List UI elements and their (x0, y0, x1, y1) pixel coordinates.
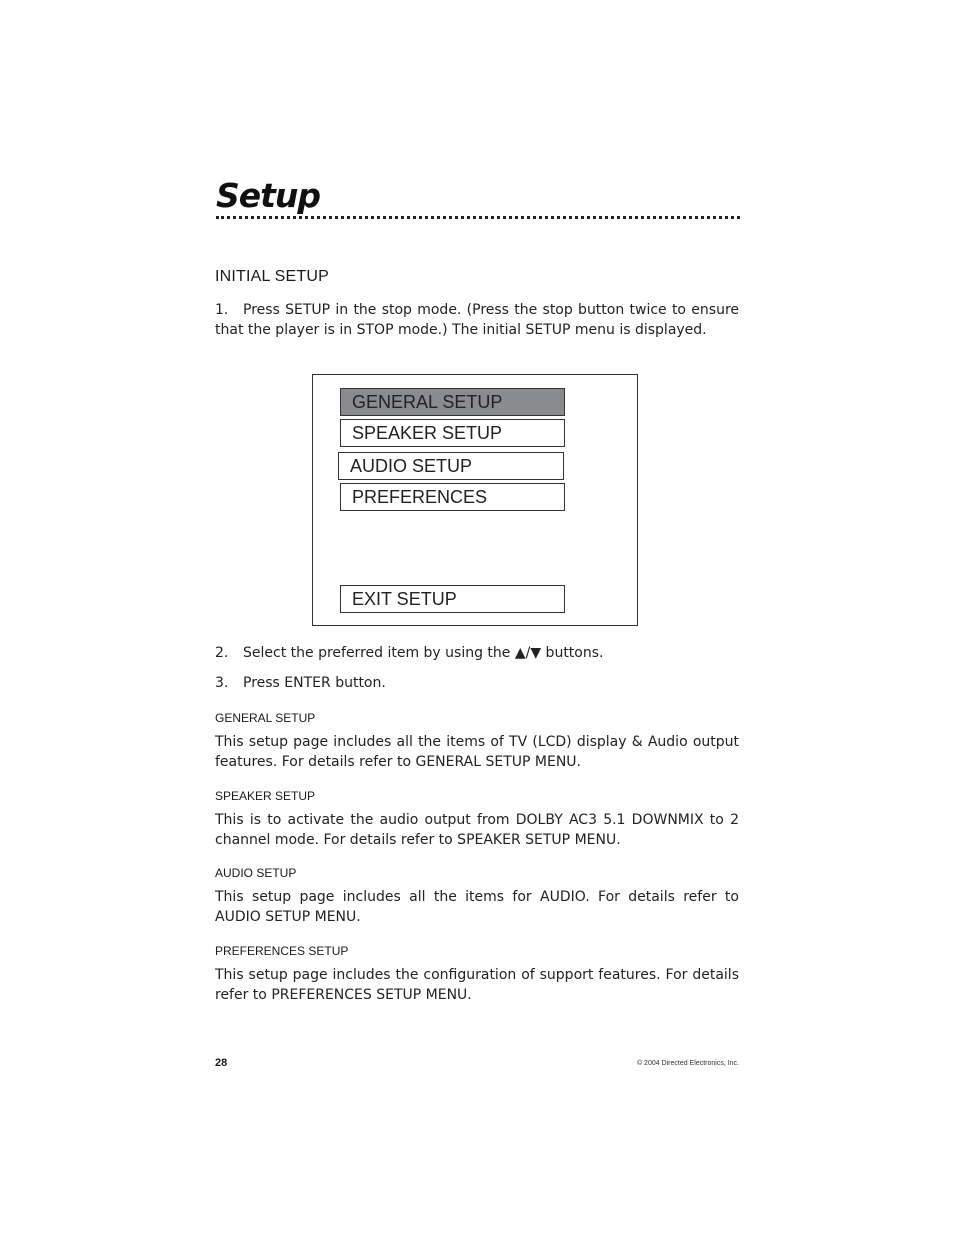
step-1 (215, 300, 739, 340)
general-setup-text: This setup page includes all the items of TV (LCD) display & Audio output features. For details refer to GENERAL SETUP MENU. (215, 734, 739, 770)
menu-item-exit-setup: EXIT SETUP (340, 585, 565, 613)
speaker-setup-heading: SPEAKER SETUP (215, 789, 316, 803)
preferences-setup-heading: PREFERENCES SETUP (215, 944, 349, 958)
menu-item-speaker-setup: SPEAKER SETUP (340, 419, 565, 447)
step-1-text: Press SETUP in the stop mode. (Press the stop button twice to ensure that the player is in STOP mode.) The initial SETUP menu is displayed. (215, 302, 739, 338)
section-heading: INITIAL SETUP (215, 268, 330, 285)
step-3 (215, 673, 739, 693)
step-3-number: 3. (215, 675, 229, 691)
menu-item-general-setup: GENERAL SETUP (340, 388, 565, 416)
copyright-notice: © 2004 Directed Electronics, Inc. (636, 1060, 739, 1067)
audio-setup-text: This setup page includes all the items for AUDIO. For details refer to AUDIO SETUP MENU. (215, 889, 739, 925)
page-title: Setup (216, 176, 321, 215)
step-3-text: Press ENTER button. (243, 675, 386, 691)
preferences-setup-text: This setup page includes the configuration of support features. For details refer to PREFERENCES SETUP MENU. (215, 967, 739, 1003)
step-2 (215, 643, 739, 663)
page-number: 28 (215, 1057, 228, 1069)
step-2-text: Select the preferred item by using the ▲/▼ buttons. (243, 645, 604, 661)
general-setup-heading: GENERAL SETUP (215, 711, 316, 725)
menu-item-audio-setup: AUDIO SETUP (338, 452, 564, 480)
step-2-number: 2. (215, 645, 229, 661)
audio-setup-heading: AUDIO SETUP (215, 866, 297, 880)
menu-item-preferences: PREFERENCES (340, 483, 565, 511)
step-1-number: 1. (215, 302, 229, 318)
setup-menu-illustration (312, 374, 638, 626)
title-dotted-rule (216, 216, 740, 219)
speaker-setup-text: This is to activate the audio output from DOLBY AC3 5.1 DOWNMIX to 2 channel mode. For details refer to SPEAKER SETUP MENU. (215, 812, 739, 848)
